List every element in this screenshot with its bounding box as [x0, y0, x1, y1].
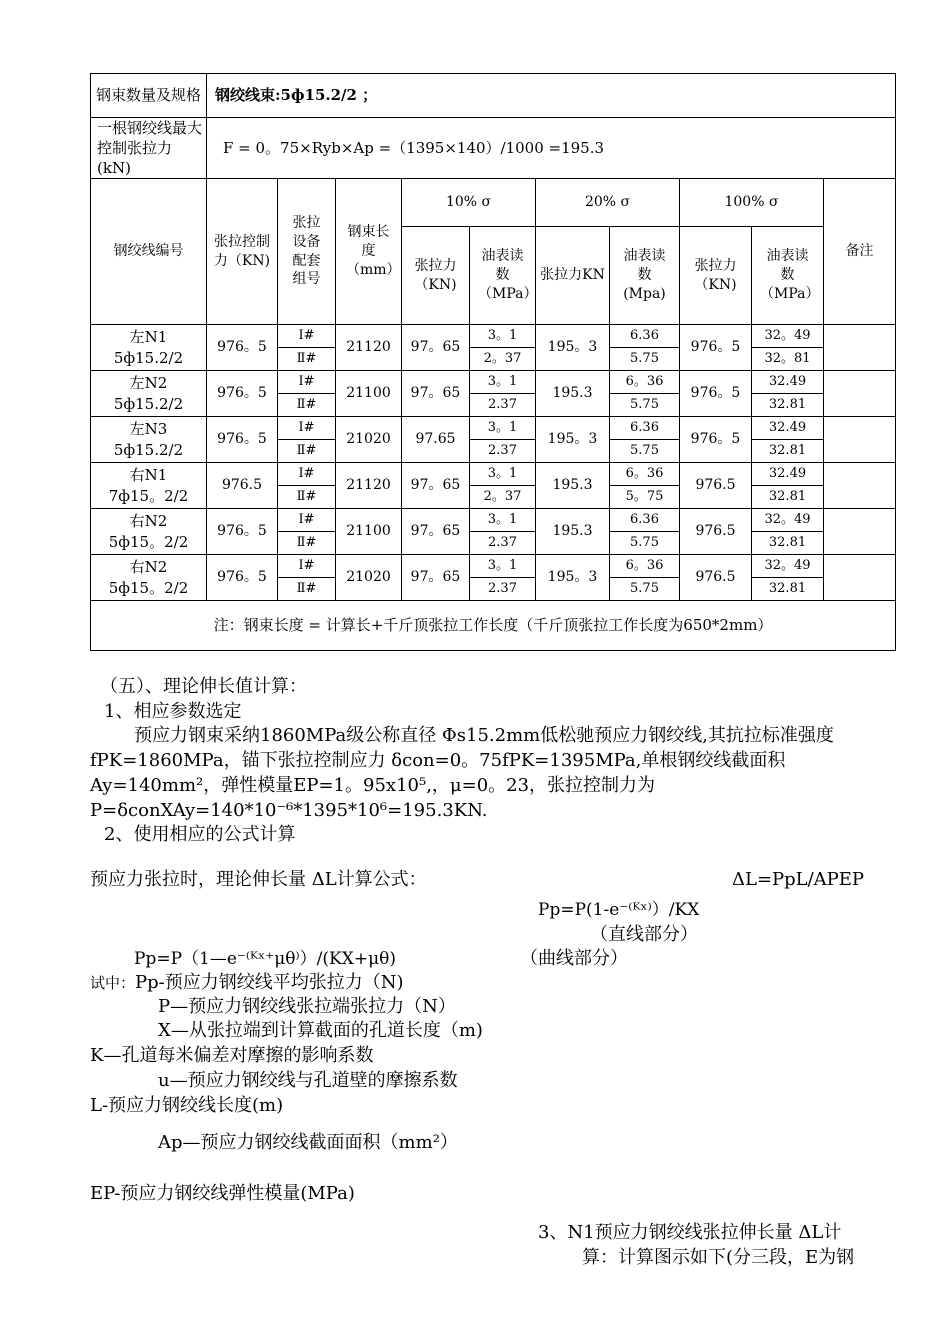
gauge-10pct: 2。37: [470, 348, 536, 371]
strand-id-line-2: 7ф15。2/2: [108, 486, 189, 505]
force-10pct: 97。65: [402, 555, 470, 601]
strand-id-line-2: 5ф15.2/2: [113, 394, 184, 413]
header-strand-no: 钢绞线编号: [91, 179, 207, 325]
header-remark: 备注: [824, 179, 896, 325]
force-100pct: 976.5: [680, 463, 752, 509]
table-row: [91, 371, 896, 394]
gauge-20pct: 6.36: [610, 417, 680, 440]
definition-ap: Ap—预应力钢绞线截面面积（mm²）: [158, 1132, 458, 1153]
curve-label: （曲线部分）: [520, 948, 628, 969]
strand-id-line-1: 左N1: [129, 328, 168, 347]
header-20-gauge: 油表读数(Mpa): [610, 227, 680, 325]
control-force: 976。5: [207, 509, 278, 555]
strand-id: [91, 463, 207, 509]
force-value: F = 0。75×Ryb×Ap =（1395×140）/1000 =195.3: [207, 118, 896, 179]
strand-id: [91, 509, 207, 555]
item-1: 1、相应参数选定: [104, 701, 242, 722]
paragraph-1: 预应力钢束采纳1860MPa级公称直径 Φs15.2mm低松驰预应力钢绞线,其抗拉标准强度 fPK=1860MPa，锚下张拉控制应力 δcon=0。75fPK=1395MPa,单根钢绞线截面积 Ay=140mm²，弹性模量EP=1。95x10⁵,，μ=0。23，张拉控制力为P=δconXAy=140*10⁻⁶*1395*10⁶=195.3KN.: [90, 725, 834, 821]
item-3-line-1: 3、N1预应力钢绞线张拉伸长量 ΔL计: [538, 1222, 842, 1243]
gauge-10pct: 3。1: [470, 463, 536, 486]
force-20pct: 195。3: [536, 325, 610, 371]
strand-id: [91, 325, 207, 371]
header-100pct: 100% σ: [680, 179, 824, 227]
table-note: 注：钢束长度 = 计算长+千斤顶张拉工作长度（千斤顶张拉工作长度为650*2mm）: [91, 601, 896, 651]
strand-id: [91, 417, 207, 463]
gauge-20pct: 5.75: [610, 440, 680, 463]
gauge-100pct: 32。49: [752, 325, 824, 348]
formula-straight: Pp=P(1-e⁻⁽ᴷˣ⁾）/KX: [538, 900, 700, 920]
item-3-line-2: 算：计算图示如下(分三段，E为钢: [582, 1247, 855, 1268]
control-force: 976。5: [207, 325, 278, 371]
remark-cell: [824, 463, 896, 509]
definition-x: X—从张拉端到计算截面的孔道长度（m): [158, 1020, 483, 1041]
table-row: [91, 463, 896, 486]
strand-length: 21120: [336, 463, 402, 509]
gauge-20pct: 5.75: [610, 532, 680, 555]
device-group: Ⅱ#: [278, 532, 336, 555]
header-20pct: 20% σ: [536, 179, 680, 227]
strand-id-line-2: 5ф15。2/2: [108, 532, 189, 551]
strand-length: 21120: [336, 325, 402, 371]
header-10-force: 张拉力（KN): [402, 227, 470, 325]
header-10pct: 10% σ: [402, 179, 536, 227]
gauge-100pct: 32.81: [752, 578, 824, 601]
strand-id-line-2: 5ф15.2/2: [113, 440, 184, 459]
strand-length: 21020: [336, 555, 402, 601]
strand-id-line-2: 5ф15.2/2: [113, 348, 184, 367]
formula-curve: Pp=P（1—e⁻⁽ᴷˣ⁺μθ⁾）/(KX+μθ): [134, 949, 396, 969]
device-group: Ⅰ#: [278, 417, 336, 440]
gauge-100pct: 32.49: [752, 371, 824, 394]
gauge-20pct: 5.75: [610, 394, 680, 417]
header-100-force: 张拉力（KN): [680, 227, 752, 325]
gauge-10pct: 3。1: [470, 555, 536, 578]
device-group: Ⅰ#: [278, 325, 336, 348]
force-10pct: 97。65: [402, 325, 470, 371]
header-device: 张拉设备配套组号: [278, 179, 336, 325]
strand-id: [91, 371, 207, 417]
strand-id-line-1: 右N2: [129, 512, 168, 531]
device-group: Ⅰ#: [278, 371, 336, 394]
gauge-10pct: 3。1: [470, 325, 536, 348]
device-group: Ⅱ#: [278, 440, 336, 463]
gauge-10pct: 2.37: [470, 440, 536, 463]
strand-id-line-1: 左N2: [129, 374, 168, 393]
gauge-20pct: 6.36: [610, 325, 680, 348]
control-force: 976。5: [207, 555, 278, 601]
where-prefix: 试中：: [90, 974, 136, 992]
control-force: 976。5: [207, 417, 278, 463]
definition-u: u—预应力钢绞线与孔道壁的摩擦系数: [158, 1070, 458, 1091]
definition-p: P—预应力钢绞线张拉端张拉力（N）: [158, 996, 456, 1017]
force-100pct: 976.5: [680, 509, 752, 555]
remark-cell: [824, 417, 896, 463]
device-group: Ⅰ#: [278, 555, 336, 578]
force-20pct: 195.3: [536, 463, 610, 509]
remark-cell: [824, 509, 896, 555]
gauge-20pct: 6。36: [610, 463, 680, 486]
remark-cell: [824, 325, 896, 371]
force-10pct: 97。65: [402, 371, 470, 417]
force-100pct: 976.5: [680, 555, 752, 601]
force-100pct: 976。5: [680, 417, 752, 463]
gauge-10pct: 3。1: [470, 509, 536, 532]
table-row: [91, 555, 896, 578]
gauge-100pct: 32.81: [752, 440, 824, 463]
strand-length: 21100: [336, 509, 402, 555]
item-2: 2、使用相应的公式计算: [104, 824, 296, 845]
force-20pct: 195.3: [536, 509, 610, 555]
tension-table: [90, 73, 896, 651]
gauge-100pct: 32.81: [752, 394, 824, 417]
force-100pct: 976。5: [680, 371, 752, 417]
spec-value: 钢绞线束:5ф15.2/2 ；: [207, 74, 896, 118]
gauge-100pct: 32.81: [752, 486, 824, 509]
gauge-10pct: 2.37: [470, 578, 536, 601]
control-force: 976.5: [207, 463, 278, 509]
straight-label: （直线部分）: [590, 924, 698, 945]
table-row: [91, 325, 896, 348]
strand-id-line-1: 右N1: [129, 466, 168, 485]
gauge-10pct: 2。37: [470, 486, 536, 509]
device-group: Ⅱ#: [278, 578, 336, 601]
strand-length: 21100: [336, 371, 402, 417]
gauge-20pct: 5.75: [610, 348, 680, 371]
gauge-100pct: 32.81: [752, 532, 824, 555]
gauge-20pct: 6.36: [610, 509, 680, 532]
header-10-gauge: 油表读数（MPa）: [470, 227, 536, 325]
force-10pct: 97.65: [402, 417, 470, 463]
gauge-20pct: 6。36: [610, 555, 680, 578]
gauge-100pct: 32。49: [752, 509, 824, 532]
definition-ep: EP-预应力钢绞线弹性模量(MPa): [90, 1183, 355, 1204]
control-force: 976。5: [207, 371, 278, 417]
gauge-100pct: 32。49: [752, 555, 824, 578]
device-group: Ⅰ#: [278, 463, 336, 486]
spec-label: 钢束数量及规格: [91, 74, 207, 118]
gauge-20pct: 5.75: [610, 578, 680, 601]
force-10pct: 97。65: [402, 509, 470, 555]
strand-length: 21020: [336, 417, 402, 463]
header-length: 钢束长度（mm）: [336, 179, 402, 325]
header-100-gauge: 油表读数（MPa）: [752, 227, 824, 325]
force-20pct: 195。3: [536, 417, 610, 463]
gauge-10pct: 3。1: [470, 417, 536, 440]
gauge-100pct: 32.49: [752, 463, 824, 486]
force-10pct: 97。65: [402, 463, 470, 509]
gauge-100pct: 32。81: [752, 348, 824, 371]
strand-id-line-1: 左N3: [129, 420, 168, 439]
device-group: Ⅱ#: [278, 486, 336, 509]
gauge-10pct: 3。1: [470, 371, 536, 394]
device-group: Ⅰ#: [278, 509, 336, 532]
table-row: [91, 509, 896, 532]
remark-cell: [824, 555, 896, 601]
header-20-force: 张拉力KN: [536, 227, 610, 325]
force-100pct: 976。5: [680, 325, 752, 371]
formula-intro: 预应力张拉时，理论伸长量 ΔL计算公式：: [90, 869, 427, 890]
gauge-10pct: 2.37: [470, 394, 536, 417]
force-20pct: 195。3: [536, 555, 610, 601]
gauge-100pct: 32.49: [752, 417, 824, 440]
gauge-20pct: 5。75: [610, 486, 680, 509]
device-group: Ⅱ#: [278, 394, 336, 417]
table-row: [91, 417, 896, 440]
formula-main: ΔL=PpL/APEP: [732, 869, 865, 890]
strand-id: [91, 555, 207, 601]
remark-cell: [824, 371, 896, 417]
device-group: Ⅱ#: [278, 348, 336, 371]
strand-id-line-2: 5ф15。2/2: [108, 578, 189, 597]
definition-pp: [90, 971, 404, 995]
strand-id-line-1: 右N2: [129, 558, 168, 577]
header-control: 张拉控制力（KN): [207, 179, 278, 325]
gauge-20pct: 6。36: [610, 371, 680, 394]
def-pp-text: Pp-预应力钢绞线平均张拉力（N): [135, 972, 404, 993]
section-title: （五）、理论伸长值计算：: [100, 676, 307, 697]
force-label: 一根钢绞线最大控制张拉力(kN): [91, 118, 207, 179]
gauge-10pct: 2.37: [470, 532, 536, 555]
definition-l: L-预应力钢绞线长度(m): [90, 1095, 284, 1116]
force-20pct: 195.3: [536, 371, 610, 417]
definition-k: K—孔道每米偏差对摩擦的影响系数: [90, 1045, 374, 1066]
